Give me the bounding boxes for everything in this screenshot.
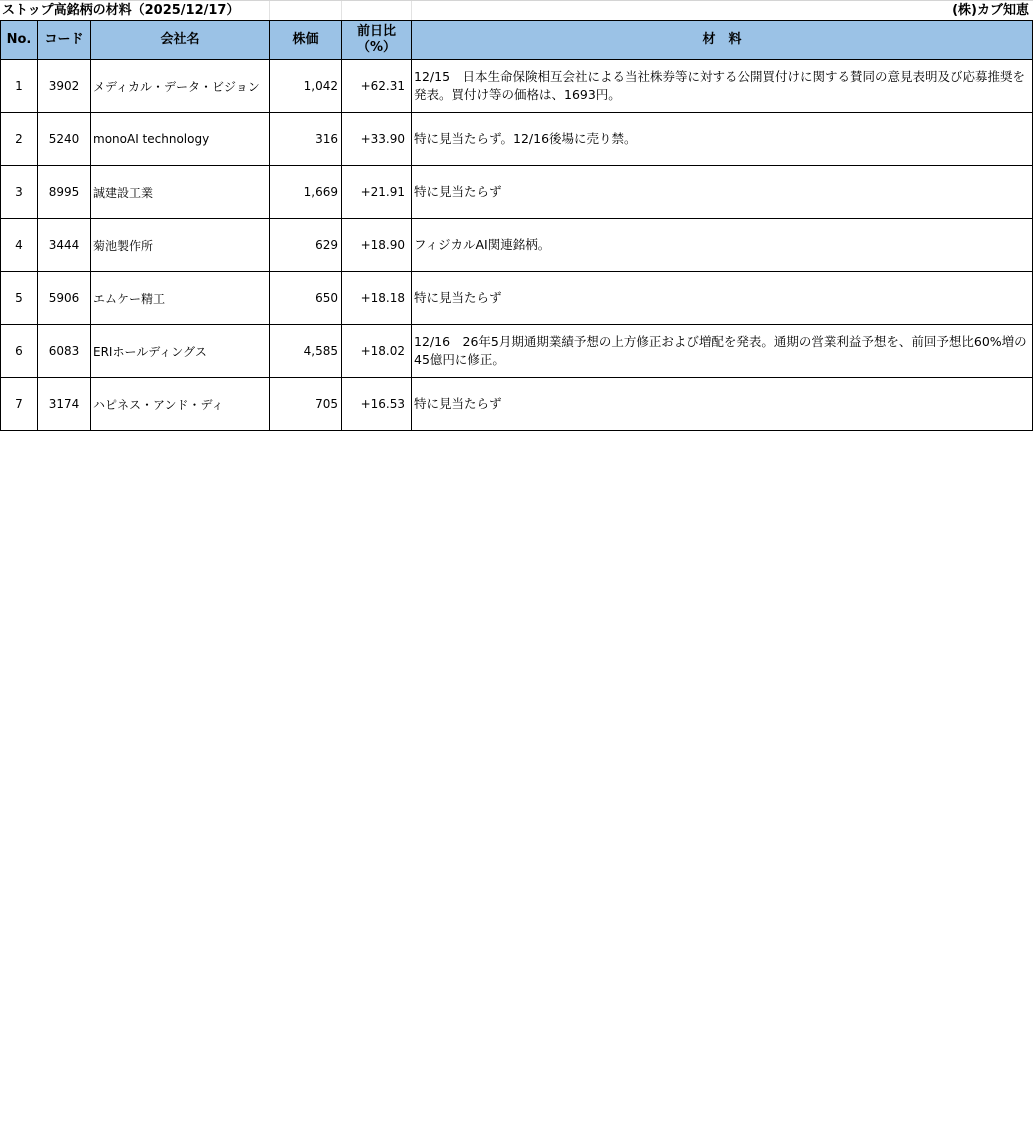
cell-company[interactable]: monoAI technology [91, 113, 270, 166]
cell-code[interactable]: 5906 [38, 272, 91, 325]
cell-no[interactable]: 7 [1, 378, 38, 431]
cell-no[interactable]: 1 [1, 60, 38, 113]
header-row [1, 21, 1033, 60]
cell-code[interactable]: 3174 [38, 378, 91, 431]
cell-change[interactable]: +18.90 [342, 219, 412, 272]
header-company[interactable]: 会社名 [91, 21, 270, 60]
table-row [1, 272, 1033, 325]
header-code[interactable]: コード [38, 21, 91, 60]
cell-company[interactable]: ERIホールディングス [91, 325, 270, 378]
cell-material[interactable]: 12/15 日本生命保険相互会社による当社株券等に対する公開買付けに関する賛同の意見表明及び応募推奨を発表。買付け等の価格は、1693円。 [412, 60, 1033, 113]
cell-no[interactable]: 2 [1, 113, 38, 166]
cell-change[interactable]: +18.02 [342, 325, 412, 378]
cell-change[interactable]: +33.90 [342, 113, 412, 166]
header-no[interactable]: No. [1, 21, 38, 60]
cell-company[interactable]: 誠建設工業 [91, 166, 270, 219]
cell-code[interactable]: 3902 [38, 60, 91, 113]
cell-price[interactable]: 705 [270, 378, 342, 431]
cell-price[interactable]: 4,585 [270, 325, 342, 378]
cell-material[interactable]: 12/16 26年5月期通期業績予想の上方修正および増配を発表。通期の営業利益予想を、前回予想比60%増の45億円に修正。 [412, 325, 1033, 378]
table-row [1, 219, 1033, 272]
cell-code[interactable]: 8995 [38, 166, 91, 219]
cell-company[interactable]: メディカル・データ・ビジョン [91, 60, 270, 113]
cell-change[interactable]: +18.18 [342, 272, 412, 325]
cell-material[interactable]: 特に見当たらず。12/16後場に売り禁。 [412, 113, 1033, 166]
cell-no[interactable]: 4 [1, 219, 38, 272]
header-price[interactable]: 株価 [270, 21, 342, 60]
header-material[interactable]: 材 料 [412, 21, 1033, 60]
spreadsheet [0, 0, 1033, 431]
cell-no[interactable]: 6 [1, 325, 38, 378]
cell-change[interactable]: +62.31 [342, 60, 412, 113]
table-row [1, 378, 1033, 431]
cell-code[interactable]: 3444 [38, 219, 91, 272]
cell-change[interactable]: +16.53 [342, 378, 412, 431]
table-row [1, 113, 1033, 166]
table-row [1, 325, 1033, 378]
cell-change[interactable]: +21.91 [342, 166, 412, 219]
cell-company[interactable]: 菊池製作所 [91, 219, 270, 272]
publisher-name: (株)カブ知恵 [952, 3, 1029, 18]
cell-company[interactable]: ハピネス・アンド・ディ [91, 378, 270, 431]
cell-price[interactable]: 316 [270, 113, 342, 166]
cell-material[interactable]: 特に見当たらず [412, 272, 1033, 325]
cell-price[interactable]: 1,669 [270, 166, 342, 219]
sheet-title: ストップ高銘柄の材料（2025/12/17） [2, 3, 240, 18]
cell-company[interactable]: エムケー精工 [91, 272, 270, 325]
cell-material[interactable]: 特に見当たらず [412, 166, 1033, 219]
cell-code[interactable]: 5240 [38, 113, 91, 166]
cell-no[interactable]: 5 [1, 272, 38, 325]
cell-price[interactable]: 650 [270, 272, 342, 325]
title-row [0, 0, 1033, 20]
cell-price[interactable]: 1,042 [270, 60, 342, 113]
stop-high-table [0, 20, 1033, 431]
cell-material[interactable]: 特に見当たらず [412, 378, 1033, 431]
cell-material[interactable]: フィジカルAI関連銘柄。 [412, 219, 1033, 272]
cell-no[interactable]: 3 [1, 166, 38, 219]
header-change[interactable]: 前日比（%） [342, 21, 412, 60]
table-row [1, 166, 1033, 219]
table-row [1, 60, 1033, 113]
cell-price[interactable]: 629 [270, 219, 342, 272]
cell-code[interactable]: 6083 [38, 325, 91, 378]
